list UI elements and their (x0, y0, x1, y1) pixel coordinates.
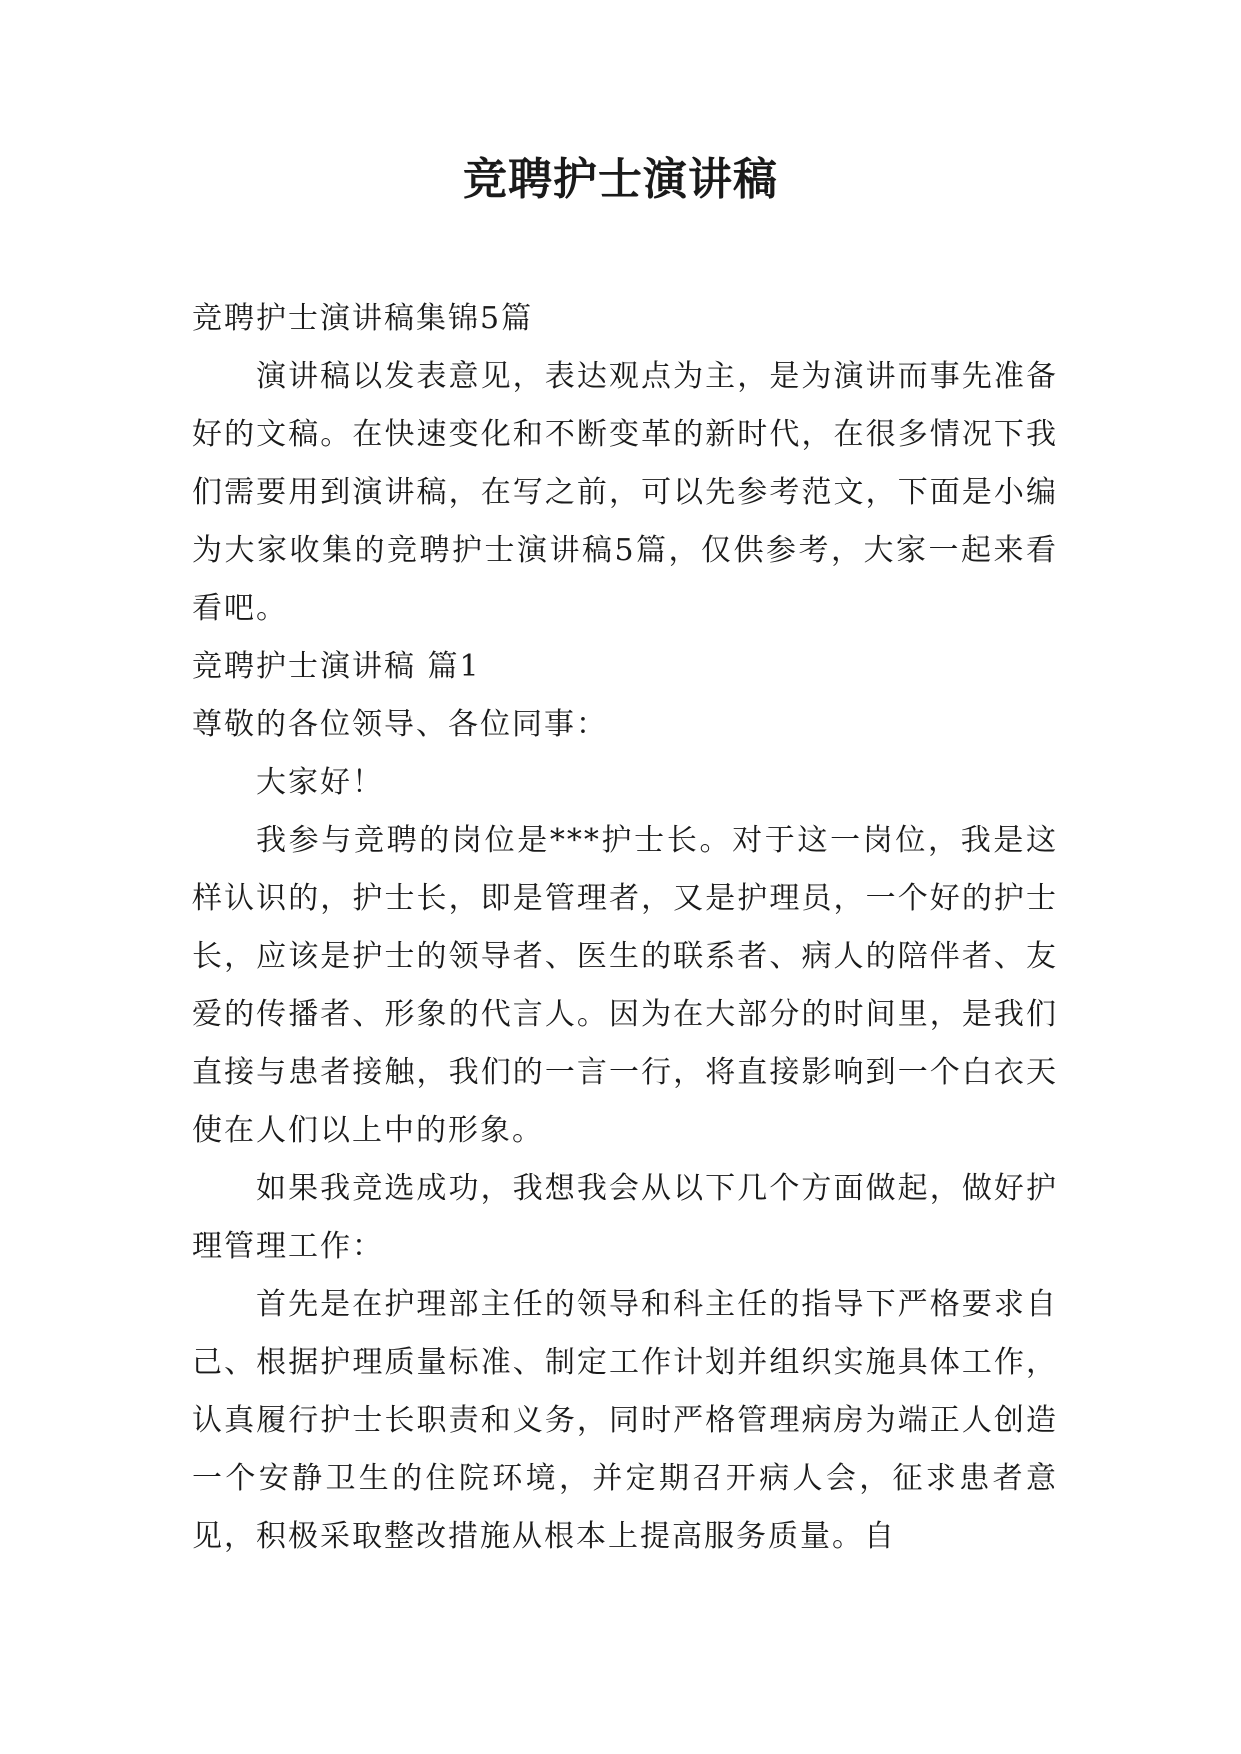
document-body (192, 290, 1058, 1566)
paragraph: 演讲稿以发表意见，表达观点为主，是为演讲而事先准备好的文稿。在快速变化和不断变革的新时代，在很多情况下我们需要用到演讲稿，在写之前，可以先参考范文，下面是小编为大家收集的竞聘护士演讲稿5篇，仅供参考，大家一起来看看吧。 (192, 359, 1058, 626)
document-title: 竞聘护士演讲稿 (463, 154, 778, 205)
paragraph: 首先是在护理部主任的领导和科主任的指导下严格要求自己、根据护理质量标准、制定工作计划并组织实施具体工作，认真履行护士长职责和义务，同时严格管理病房为端正人创造一个安静卫生的住院环境，并定期召开病人会，征求患者意见，积极采取整改措施从根本上提高服务质量。自 (192, 1287, 1058, 1554)
paragraph: 我参与竞聘的岗位是***护士长。对于这一岗位，我是这样认识的，护士长，即是管理者，又是护理员，一个好的护士长，应该是护士的领导者、医生的联系者、病人的陪伴者、友爱的传播者、形象的代言人。因为在大部分的时间里，是我们直接与患者接触，我们的一言一行，将直接影响到一个白衣天使在人们以上中的形象。 (192, 823, 1058, 1148)
section-heading: 竞聘护士演讲稿 篇1 (192, 649, 481, 684)
greeting: 大家好！ (256, 765, 384, 800)
paragraph: 竞聘护士演讲稿集锦5篇 (192, 301, 534, 336)
paragraph: 如果我竞选成功，我想我会从以下几个方面做起，做好护理管理工作： (192, 1171, 1058, 1264)
salutation: 尊敬的各位领导、各位同事： (192, 707, 608, 742)
